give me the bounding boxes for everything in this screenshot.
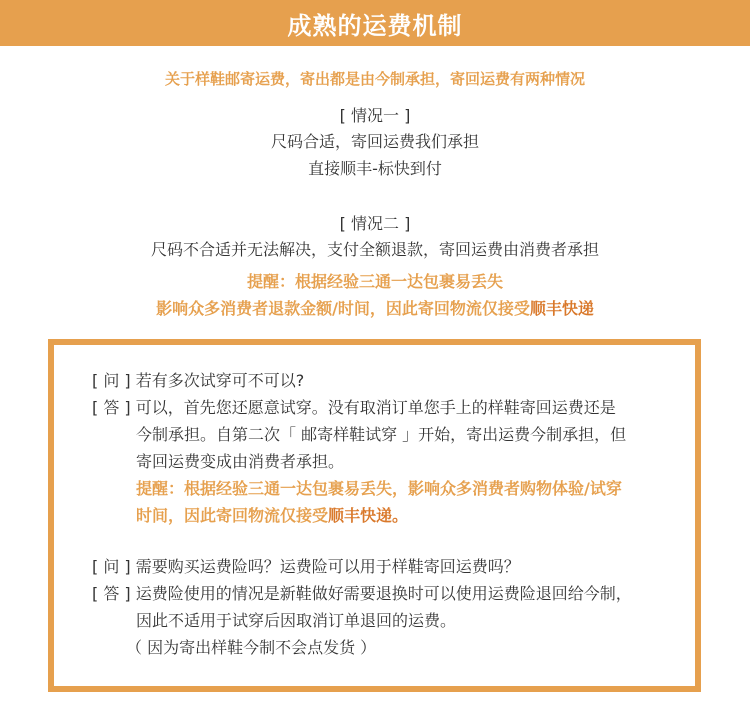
qa1-tip-line-1: 提醒：根据经验三通一达包裹易丢失，影响众多消费者购物体验/试穿 xyxy=(136,479,622,498)
page-title: 成熟的运费机制 xyxy=(287,11,463,40)
qa-box xyxy=(48,339,701,692)
case2-line-1: 尺码不合适并无法解决，支付全额退款，寄回运费由消费者承担 xyxy=(150,240,599,259)
qa2-question: [ 问 ] 需要购买运费险吗？运费险可以用于样鞋寄回运费吗？ xyxy=(92,557,520,576)
qa1-tip-line-2 xyxy=(136,506,408,526)
qa2-answer-line-2: 因此不适用于试穿后因取消订单退回的运费。 xyxy=(136,611,457,630)
reminder-line-2 xyxy=(0,299,750,319)
qa1-answer-line-2: 今制承担。自第二次「 邮寄样鞋试穿 」开始，寄出运费今制承担，但 xyxy=(136,425,627,444)
header-bar xyxy=(0,0,750,46)
qa2-answer-line-3: （ 因为寄出样鞋今制不会点发货 ） xyxy=(126,638,377,657)
reminder-emphasis: 顺丰快递 xyxy=(529,299,594,318)
case1-line-1: 尺码合适，寄回运费我们承担 xyxy=(270,132,479,151)
policy-subtitle: 关于样鞋邮寄运费，寄出都是由今制承担，寄回运费有两种情况 xyxy=(164,70,585,88)
reminder-line-2-text: 影响众多消费者退款金额/时间，因此寄回物流仅接受 xyxy=(156,299,530,318)
reminder-line-1: 提醒：根据经验三通一达包裹易丢失 xyxy=(246,272,503,291)
qa1-tip-line-2-text: 时间，因此寄回物流仅接受 xyxy=(136,506,329,525)
qa1-tip-emphasis: 顺丰快递。 xyxy=(328,506,409,525)
case1-line-2: 直接顺丰-标快到付 xyxy=(308,159,442,178)
qa1-answer-line-3: 寄回运费变成由消费者承担。 xyxy=(136,452,345,471)
case1-label: [ 情况一 ] xyxy=(339,106,411,125)
qa1-question: [ 问 ] 若有多次试穿可不可以? xyxy=(92,371,305,390)
qa1-answer-line-1: [ 答 ] 可以，首先您还愿意试穿。没有取消订单您手上的样鞋寄回运费还是 xyxy=(92,398,616,417)
qa2-answer-line-1: [ 答 ] 运费险使用的情况是新鞋做好需要退换时可以使用运费险退回给今制， xyxy=(92,584,632,603)
case2-label: [ 情况二 ] xyxy=(339,214,411,233)
